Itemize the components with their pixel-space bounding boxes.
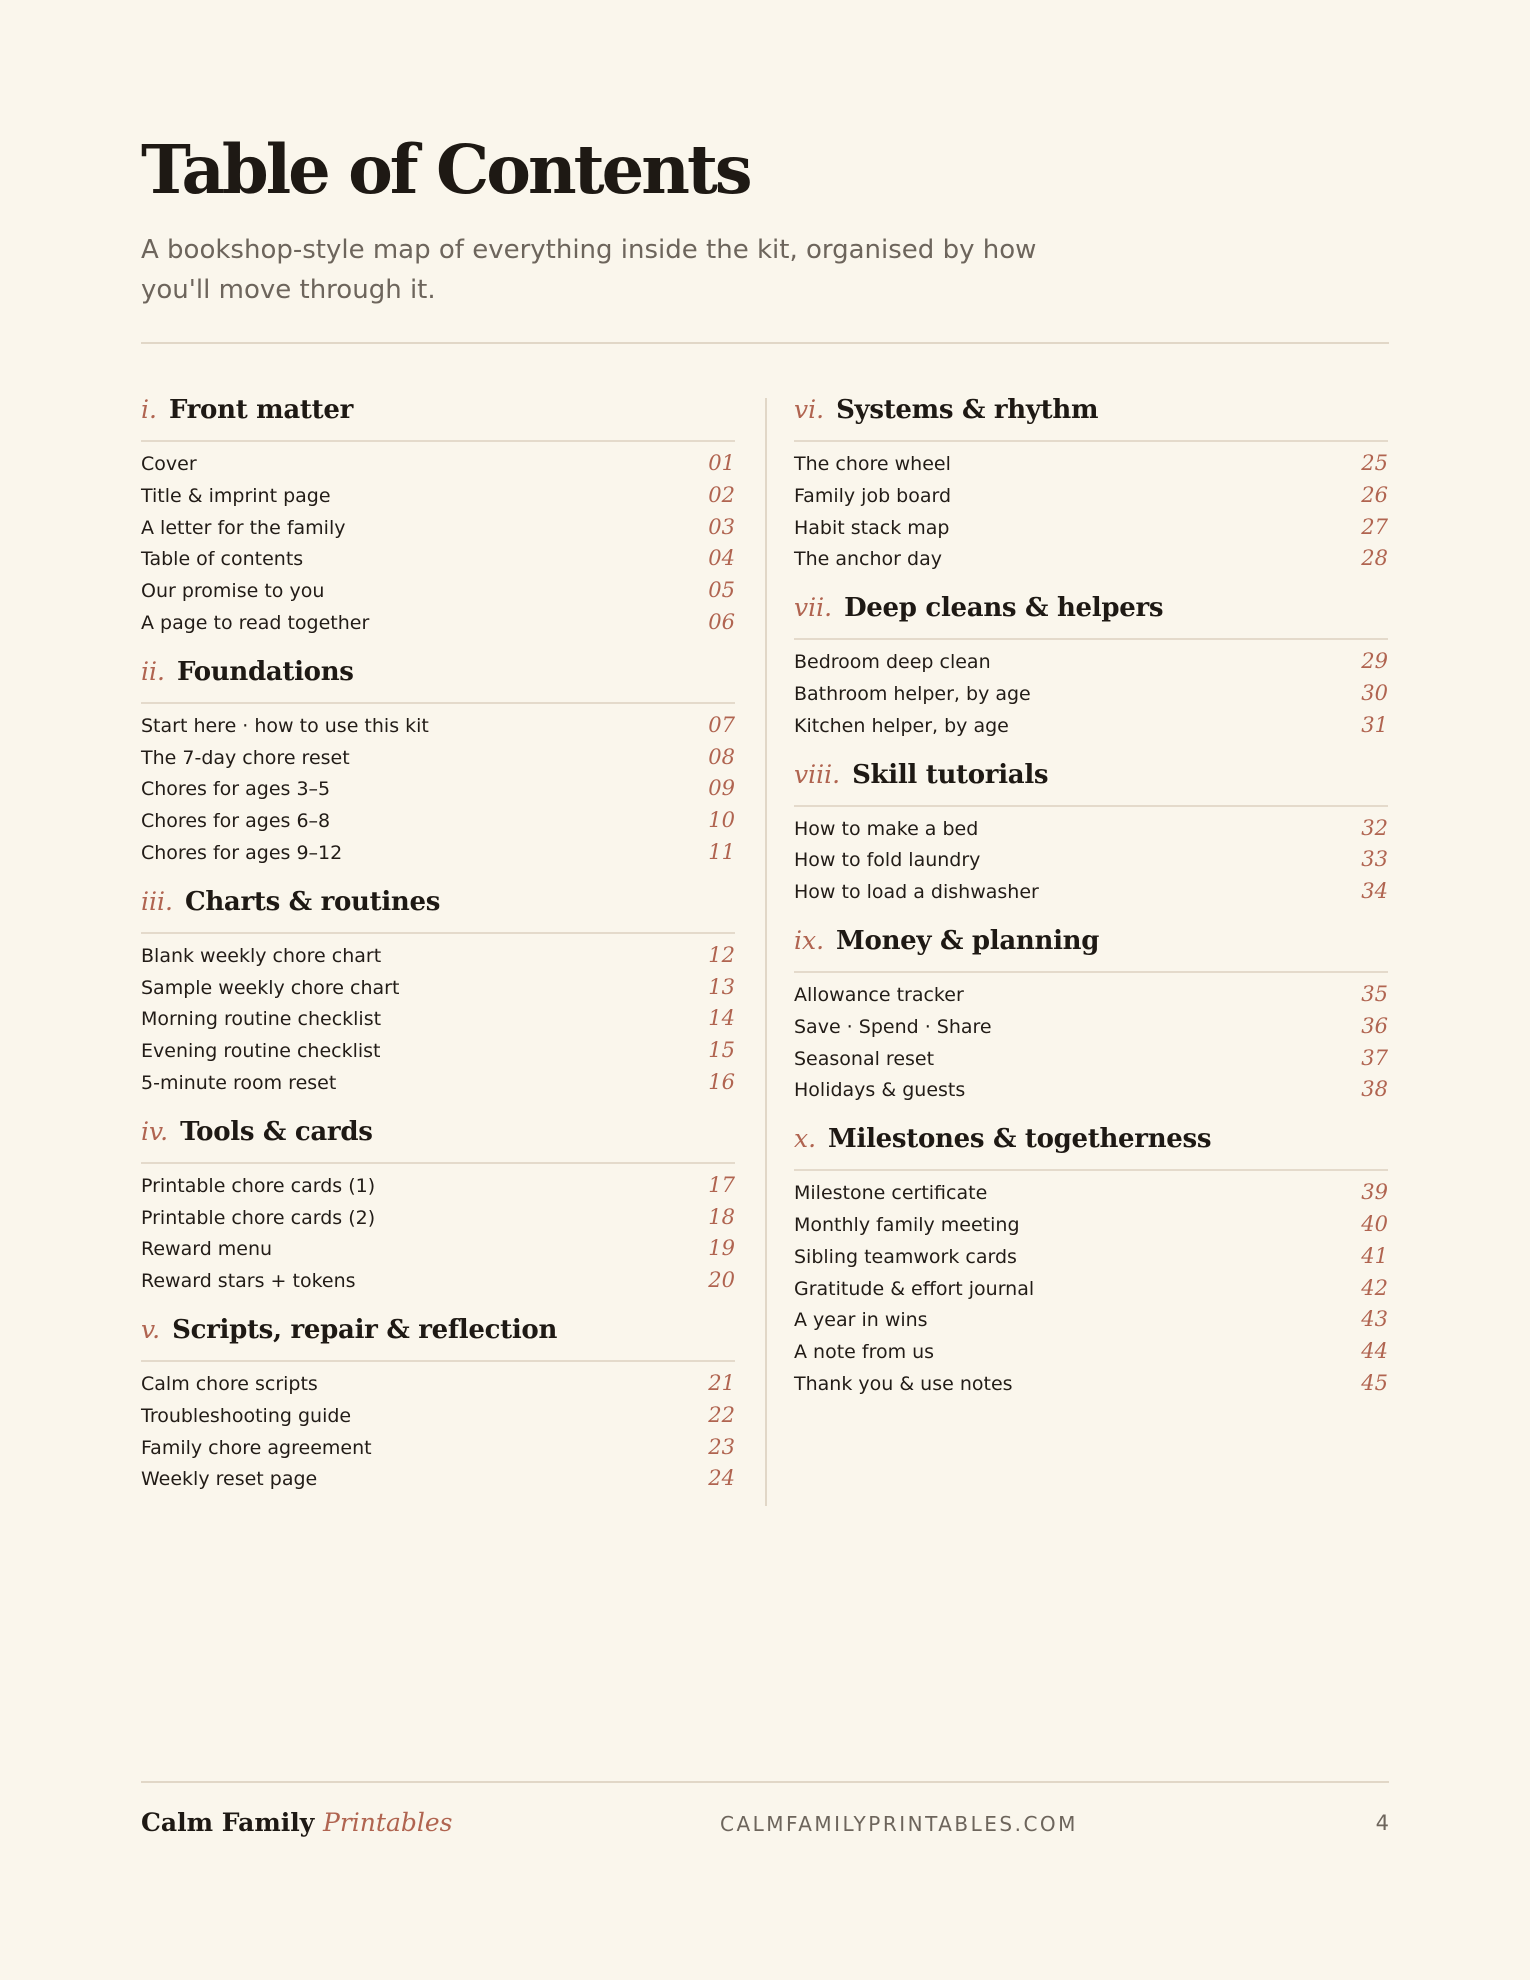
entry-page-number: 25: [1361, 451, 1388, 475]
toc-page: [141, 0, 1389, 1980]
entry-label: Sibling teamwork cards: [794, 1245, 1017, 1268]
toc-entry: [794, 1077, 1388, 1109]
entry-page-number: 09: [708, 776, 735, 801]
toc-section: [141, 1117, 735, 1300]
entry-label: Table of contents: [141, 548, 304, 571]
entry-page-number: 30: [1361, 680, 1388, 705]
entry-label: Habit stack map: [794, 516, 950, 539]
toc-entry: [141, 713, 735, 745]
toc-section: [141, 887, 735, 1102]
toc-entry: [794, 1180, 1388, 1212]
entry-label: Allowance tracker: [794, 983, 964, 1006]
entry-page-number: 12: [708, 942, 735, 967]
entry-page-number: 37: [1361, 1045, 1388, 1070]
toc-entry: [794, 451, 1388, 483]
section-heading: [794, 395, 1388, 442]
entry-page-number: 35: [1361, 981, 1388, 1006]
entry-label: The anchor day: [794, 548, 942, 571]
section-heading: [141, 657, 735, 704]
section-title: Tools & cards: [180, 1116, 373, 1147]
page-subtitle: A bookshop-style map of everything inside the kit, organised by how you'll move through it.: [141, 235, 1037, 305]
toc-entry: [794, 879, 1388, 911]
toc-entry: [794, 1371, 1388, 1403]
entry-label: Chores for ages 3–5: [141, 778, 331, 801]
entry-page-number: 42: [1361, 1275, 1388, 1300]
entry-label: Start here · how to use this kit: [141, 714, 429, 737]
toc-entry: [794, 982, 1388, 1014]
column-divider: [765, 398, 767, 1506]
entry-label: The chore wheel: [794, 453, 951, 475]
entry-page-number: 26: [1361, 482, 1388, 507]
entry-page-number: 10: [708, 808, 735, 833]
toc-section: [794, 395, 1388, 578]
entry-page-number: 19: [708, 1236, 735, 1261]
section-title: Deep cleans & helpers: [844, 593, 1164, 624]
section-numeral: i.: [141, 395, 157, 424]
section-heading: [794, 926, 1388, 973]
entry-label: Chores for ages 9–12: [141, 841, 343, 864]
toc-entry: [141, 943, 735, 975]
entry-label: Troubleshooting guide: [141, 1404, 352, 1427]
toc-entry: [141, 515, 735, 547]
entry-label: Chores for ages 6–8: [141, 810, 331, 833]
entry-page-number: 06: [708, 609, 735, 634]
entry-page-number: 33: [1361, 847, 1388, 872]
toc-section: [794, 593, 1388, 744]
entry-page-number: 28: [1361, 546, 1388, 571]
entry-label: Seasonal reset: [794, 1047, 935, 1070]
section-title: Front matter: [168, 395, 353, 425]
toc-entry: [141, 1435, 735, 1467]
toc-entry: [141, 1403, 735, 1435]
entry-label: A letter for the family: [141, 516, 346, 539]
toc-entry: [141, 1038, 735, 1070]
toc-entry: [141, 1070, 735, 1102]
entry-page-number: 13: [708, 974, 735, 999]
entry-label: Cover: [141, 453, 197, 475]
entry-page-number: 22: [708, 1402, 735, 1427]
entry-page-number: 39: [1361, 1180, 1388, 1205]
entry-page-number: 02: [708, 482, 735, 507]
entry-page-number: 34: [1361, 879, 1388, 904]
entry-label: Printable chore cards (1): [141, 1174, 376, 1197]
toc-entry: [794, 816, 1388, 848]
toc-entry: [141, 1371, 735, 1403]
entry-label: Bedroom deep clean: [794, 651, 991, 674]
toc-entry: [141, 808, 735, 840]
entry-label: Holidays & guests: [794, 1079, 966, 1102]
brand-accent: Printables: [323, 1808, 453, 1837]
toc-entry: [794, 483, 1388, 515]
section-numeral: vi.: [794, 395, 825, 424]
toc-section: [141, 1315, 735, 1498]
page-title: Table of Contents: [141, 130, 750, 209]
section-title: Milestones & togetherness: [828, 1124, 1212, 1155]
toc-entry: [141, 1466, 735, 1498]
toc-entry: [794, 847, 1388, 879]
entry-page-number: 14: [708, 1006, 735, 1031]
entry-page-number: 38: [1361, 1077, 1388, 1102]
entry-label: Printable chore cards (2): [141, 1206, 376, 1229]
entry-page-number: 03: [708, 514, 735, 539]
entry-page-number: 36: [1361, 1013, 1388, 1038]
toc-entry: [141, 451, 735, 483]
footer-website: CALMFAMILYPRINTABLES.COM: [720, 1812, 1078, 1836]
section-numeral: vii.: [794, 593, 833, 623]
toc-entry: [794, 515, 1388, 547]
section-numeral: v.: [141, 1314, 161, 1344]
toc-section: [141, 657, 735, 872]
entry-page-number: 40: [1361, 1211, 1388, 1236]
entry-label: A note from us: [794, 1341, 935, 1364]
toc-entry: [794, 1276, 1388, 1308]
section-heading: [794, 1124, 1388, 1171]
toc-entry: [794, 713, 1388, 745]
entry-label: How to make a bed: [794, 817, 979, 840]
footer-brand: [141, 1808, 452, 1837]
toc-entry: [141, 1205, 735, 1237]
section-title: Skill tutorials: [852, 759, 1049, 790]
entry-label: 5-minute room reset: [141, 1071, 337, 1094]
entry-label: Blank weekly chore chart: [141, 944, 382, 967]
entry-page-number: 16: [708, 1069, 735, 1094]
entry-page-number: 29: [1361, 649, 1388, 674]
toc-entry: [794, 1307, 1388, 1339]
entry-page-number: 32: [1361, 815, 1388, 840]
entry-page-number: 27: [1361, 514, 1388, 539]
entry-page-number: 04: [708, 546, 735, 571]
section-numeral: ix.: [794, 925, 825, 955]
section-numeral: iii.: [141, 886, 173, 916]
section-heading: [794, 593, 1388, 640]
toc-entry: [794, 681, 1388, 713]
entry-page-number: 20: [708, 1268, 735, 1293]
toc-section: [141, 395, 735, 642]
entry-page-number: 44: [1361, 1339, 1388, 1364]
entry-label: A year in wins: [794, 1309, 928, 1332]
section-title: Systems & rhythm: [836, 395, 1099, 425]
section-numeral: x.: [794, 1124, 817, 1154]
toc-entry: [141, 1236, 735, 1268]
header-divider: [141, 342, 1389, 344]
entry-page-number: 01: [708, 451, 735, 475]
entry-page-number: 17: [708, 1172, 735, 1197]
entry-page-number: 05: [708, 578, 735, 603]
entry-label: Sample weekly chore chart: [141, 976, 400, 999]
entry-label: Family chore agreement: [141, 1436, 372, 1459]
toc-column-left: [141, 395, 735, 1513]
entry-page-number: 18: [708, 1204, 735, 1229]
entry-label: Calm chore scripts: [141, 1372, 318, 1395]
section-title: Foundations: [176, 656, 354, 687]
entry-label: Title & imprint page: [141, 484, 331, 507]
entry-label: Bathroom helper, by age: [794, 682, 1031, 705]
toc-entry: [141, 578, 735, 610]
footer-divider: [141, 1781, 1389, 1783]
toc-entry: [794, 1244, 1388, 1276]
toc-column-right: [794, 395, 1388, 1418]
section-heading: [794, 760, 1388, 807]
toc-entry: [141, 1173, 735, 1205]
entry-label: A page to read together: [141, 611, 370, 634]
entry-page-number: 43: [1361, 1307, 1388, 1332]
toc-entry: [141, 745, 735, 777]
footer-page-number: 4: [1375, 1811, 1389, 1835]
entry-page-number: 08: [708, 744, 735, 769]
toc-entry: [141, 975, 735, 1007]
section-numeral: iv.: [141, 1116, 169, 1146]
entry-page-number: 24: [708, 1466, 735, 1491]
entry-page-number: 41: [1361, 1243, 1388, 1268]
entry-label: Morning routine checklist: [141, 1008, 382, 1031]
entry-label: Reward stars + tokens: [141, 1270, 356, 1293]
toc-entry: [141, 1006, 735, 1038]
entry-page-number: 23: [708, 1434, 735, 1459]
toc-entry: [794, 649, 1388, 681]
entry-label: Reward menu: [141, 1238, 273, 1261]
entry-label: Save · Spend · Share: [794, 1015, 992, 1038]
section-title: Scripts, repair & reflection: [172, 1314, 558, 1345]
toc-entry: [141, 546, 735, 578]
section-heading: [141, 1315, 735, 1362]
toc-entry: [794, 1339, 1388, 1371]
toc-entry: [794, 1014, 1388, 1046]
entry-label: How to load a dishwasher: [794, 881, 1039, 904]
entry-label: Gratitude & effort journal: [794, 1277, 1035, 1300]
entry-label: The 7-day chore reset: [141, 746, 350, 769]
section-heading: [141, 887, 735, 934]
entry-label: Family job board: [794, 484, 952, 507]
section-title: Charts & routines: [184, 886, 441, 917]
section-numeral: ii.: [141, 656, 165, 686]
brand-name: Calm Family: [141, 1808, 315, 1837]
section-heading: [141, 1117, 735, 1164]
entry-label: Evening routine checklist: [141, 1040, 381, 1063]
entry-label: Weekly reset page: [141, 1468, 318, 1491]
entry-page-number: 21: [708, 1370, 735, 1395]
toc-entry: [794, 546, 1388, 578]
toc-entry: [141, 483, 735, 515]
section-title: Money & planning: [836, 925, 1100, 956]
toc-entry: [794, 1212, 1388, 1244]
entry-label: Kitchen helper, by age: [794, 714, 1009, 737]
entry-page-number: 07: [708, 712, 735, 737]
toc-entry: [141, 610, 735, 642]
toc-section: [794, 760, 1388, 911]
toc-entry: [141, 840, 735, 872]
entry-page-number: 31: [1361, 712, 1388, 737]
toc-entry: [794, 1046, 1388, 1078]
entry-page-number: 15: [708, 1038, 735, 1063]
entry-label: How to fold laundry: [794, 849, 981, 872]
entry-label: Thank you & use notes: [794, 1372, 1013, 1395]
entry-page-number: 11: [708, 839, 735, 864]
entry-label: Our promise to you: [141, 580, 325, 603]
toc-entry: [141, 1268, 735, 1300]
section-numeral: viii.: [794, 759, 841, 789]
section-heading: [141, 395, 735, 442]
toc-entry: [141, 776, 735, 808]
entry-page-number: 45: [1361, 1370, 1388, 1395]
toc-section: [794, 926, 1388, 1109]
entry-label: Milestone certificate: [794, 1182, 988, 1205]
toc-section: [794, 1124, 1388, 1403]
entry-label: Monthly family meeting: [794, 1213, 1020, 1236]
